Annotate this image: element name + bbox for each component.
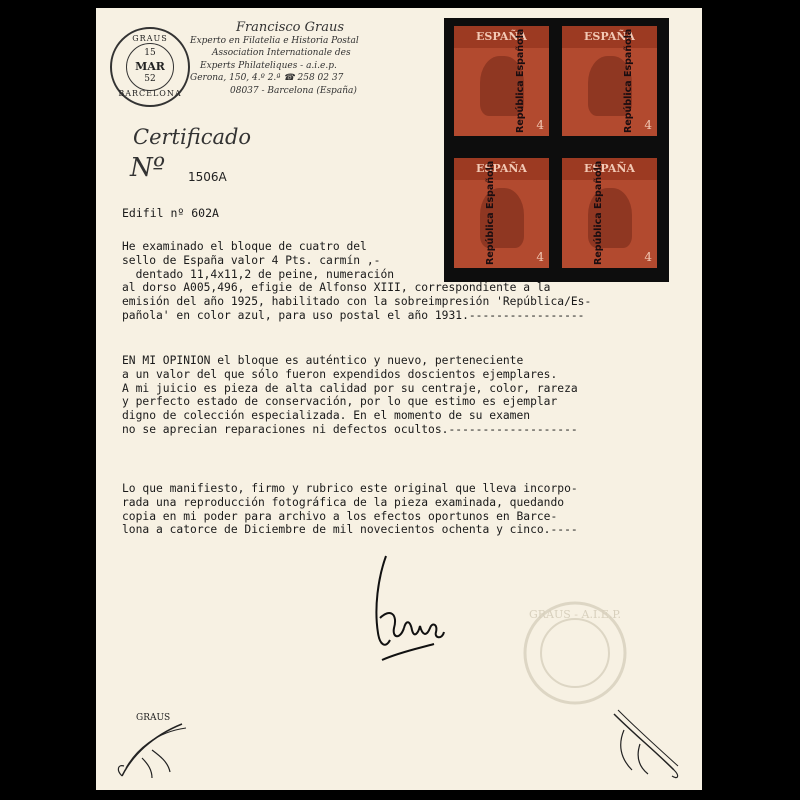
handwritten-signature [360,548,460,668]
certificate-number: 1506A [188,170,227,184]
graus-corner-ornament [112,706,192,782]
graus-date-seal [110,27,190,107]
seal-year: 52 [144,74,156,84]
header-address: Gerona, 150, 4.º 2.ª ☎ 258 02 37 [190,73,344,84]
paragraph-opinion: EN MI OPINION el bloque es auténtico y nuevo, perteneciente a un valor del que sólo fueron expendidos doscientos ejemplares. A mi juicio es pieza de alta calidad por su centraje, color, rareza y perfecto estado de conservación, por lo que estimo es ejemplar digno de colección especializada. En el momento de su examen no se aprecian reparaciones ni defectos ocultos.------------------- [122,354,578,436]
expert-name: Francisco Graus [235,20,345,35]
paragraph-declaration: Lo que manifiesto, firmo y rubrico este original que lleva incorpo- rada una reproducción fotográfica de la pieza examinada, quedando copia en mi poder para archivo a los efectos oportunos en Barce- lona a catorce de Diciembre de mil novecientos ochenta y cinco.---- [122,482,578,537]
seal-day: 15 [144,48,156,58]
header-line: Association Internationale des [212,48,351,59]
stamp-image: ESPAÑA 4 República Española [454,158,549,268]
edifil-catalog-number: Edifil nº 602A [122,206,219,220]
embossed-seal [520,598,630,708]
certificate-title: Certificado [133,125,252,149]
seal-bottom-text: BARCELONA [118,89,182,98]
svg-text:GRAUS: GRAUS [136,713,171,723]
corner-ornament [604,704,684,780]
svg-text:GRAUS - A.I.E.P.: GRAUS - A.I.E.P. [528,608,622,621]
header-line: Experts Philateliques - a.i.e.p. [200,60,337,71]
paragraph-description: He examinado el bloque de cuatro del sello de España valor 4 Pts. carmín ,- dentado 11,4x11,2 de peine, numeración al dorso A005,496, efigie de Alfonso XIII, correspondiente a la emisión del año 1925, habilitado con la sobreimpresión 'República/Es- pañola' en color azul, para uso postal el año 1931.----------------- [122,240,592,322]
header-city: 08037 - Barcelona (España) [230,85,357,96]
stamp-image: ESPAÑA 4 República Española [454,26,549,136]
header-line: Experto en Filatelia e Historia Postal [190,35,359,46]
stamp-image: ESPAÑA 4 República Española [562,26,657,136]
seal-top-text: GRAUS [132,34,168,43]
certificate-number-label: Nº [130,153,165,183]
expert-header [190,22,430,98]
stamp-image: ESPAÑA 4 República Española [562,158,657,268]
seal-month: MAR [135,60,165,73]
